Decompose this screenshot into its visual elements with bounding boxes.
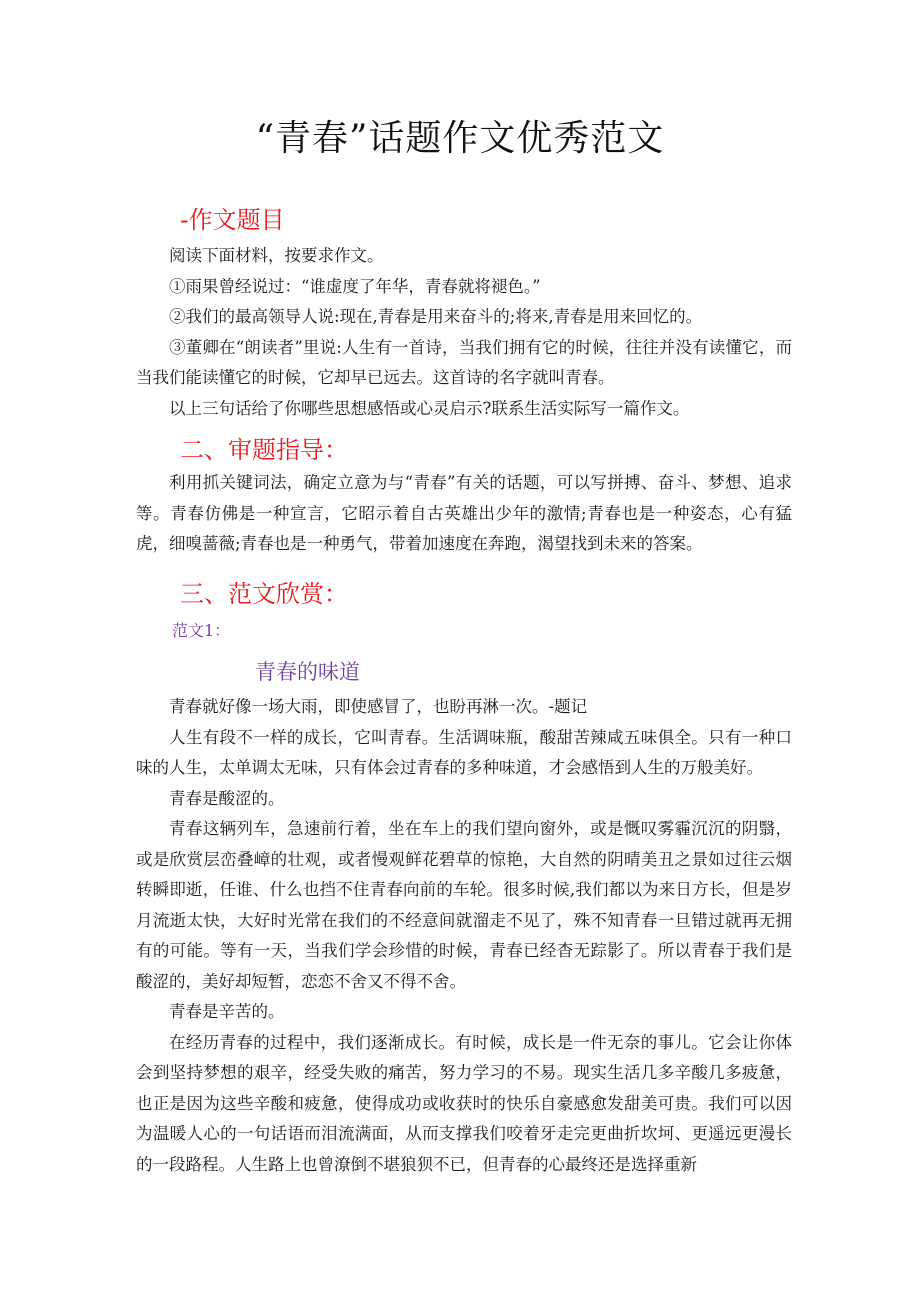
section-heading-prompt: -作文题目 [180, 206, 285, 234]
document-title: “青春”话题作文优秀范文 [255, 118, 665, 159]
guidance-paragraph: 利用抓关键词法，确定立意为与“青春”有关的话题，可以写拼搏、奋斗、梦想、追求等。青春仿佛是一种宣言，它昭示着自古英雄出少年的激情;青春也是一种姿态，心有猛虎，细嗅蔷薇;青春也是一种勇气，带着加速度在奔跑，渴望找到未来的答案。 [136, 473, 792, 553]
prompt-paragraph: ②我们的最高领导人说:现在,青春是用来奋斗的;将来,青春是用来回忆的。 [169, 307, 703, 326]
section-heading-samples: 三、范文欣赏： [180, 580, 348, 608]
essay-paragraph: 青春是酸涩的。 [169, 788, 285, 808]
essay-paragraph: 青春这辆列车，急速前行着，坐在车上的我们望向窗外，或是慨叹雾霾沉沉的阴翳，或是欣赏层峦叠嶂的壮观，或者慢观鲜花碧草的惊艳，大自然的阴晴美丑之景如过往云烟转瞬即逝，任谁、什么也挡不住青春向前的车轮。很多时候,我们都以为来日方长，但是岁月流逝太快，大好时光常在我们的不经意间就溜走不见了，殊不知青春一旦错过就再无拥有的可能。等有一天，当我们学会珍惜的时候，青春已经杳无踪影了。所以青春于我们是酸涩的，美好却短暂，恋恋不舍又不得不舍。 [136, 819, 792, 991]
sample-label: 范文1： [172, 621, 231, 640]
essay-paragraph: 青春是辛苦的。 [169, 1002, 285, 1021]
prompt-paragraph: 阅读下面材料，按要求作文。 [169, 246, 384, 265]
prompt-paragraph: ①雨果曾经说过：“谁虚度了年华，青春就将褪色。” [169, 276, 541, 296]
essay-paragraph: 人生有段不一样的成长，它叫青春。生活调味瓶，酸甜苦辣咸五味俱全。只有一种口味的人生，太单调太无味，只有体会过青春的多种味道，才会感悟到人生的万般美好。 [136, 727, 792, 777]
section-heading-guidance: 二、审题指导： [180, 436, 348, 464]
section-prompt-body [136, 241, 792, 424]
prompt-paragraph: 以上三句话给了你哪些思想感悟或心灵启示?联系生活实际写一篇作文。 [169, 398, 690, 418]
essay-paragraph: 青春就好像一场大雨，即使感冒了，也盼再淋一次。-题记 [169, 697, 588, 716]
section-guidance-body [136, 468, 792, 560]
essay-body [136, 692, 792, 1180]
essay-title: 青春的味道 [255, 660, 360, 684]
prompt-paragraph: ③董卿在“朗读者”里说:人生有一首诗，当我们拥有它的时候，往往并没有读懂它，而当我们能读懂它的时候，它却早已远去。这首诗的名字就叫青春。 [136, 337, 792, 387]
essay-paragraph: 在经历青春的过程中，我们逐渐成长。有时候，成长是一件无奈的事儿。它会让你体会到坚持梦想的艰辛，经受失败的痛苦，努力学习的不易。现实生活几多辛酸几多疲惫，也正是因为这些辛酸和疲惫，使得成功或收获时的快乐自豪感愈发甜美可贵。我们可以因为温暖人心的一句话语而泪流满面，从而支撑我们咬着牙走完更曲折坎坷、更遥远更漫长的一段路程。人生路上也曾潦倒不堪狼狈不已，但青春的心最终还是选择重新 [136, 1032, 792, 1174]
